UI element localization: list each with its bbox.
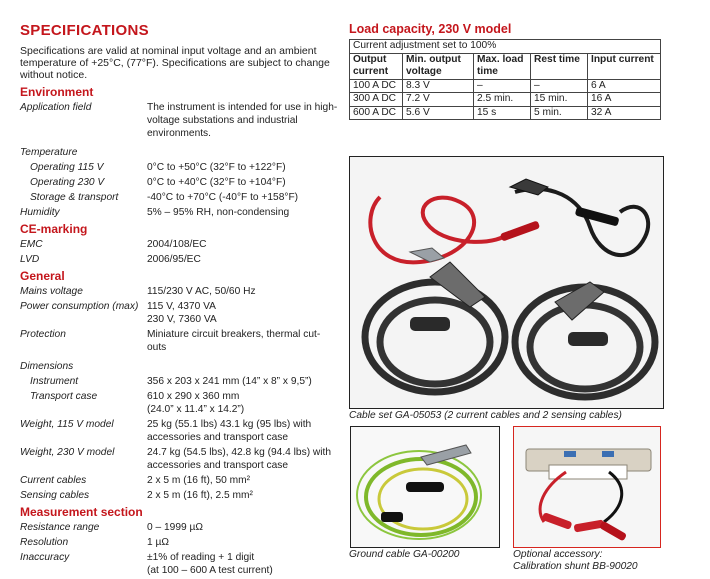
spec-row <box>20 176 338 189</box>
spec-row <box>20 375 338 388</box>
spec-value: -40°C to +70°C (-40°F to +158°F) <box>147 192 299 203</box>
spec-row <box>20 285 338 298</box>
spec-label: Power consumption (max) <box>20 301 139 312</box>
load-capacity-column <box>349 22 662 572</box>
spec-label: Operating 230 V <box>30 177 105 188</box>
ground-cable-caption: Ground cable GA-00200 <box>349 549 460 560</box>
table-cell: 15 s <box>474 106 531 120</box>
table-cell: – <box>531 79 588 93</box>
table-cell: 15 min. <box>531 93 588 107</box>
spec-label: Operating 115 V <box>30 162 104 173</box>
section-measurement: Measurement section <box>20 505 143 519</box>
spec-value: 610 x 290 x 360 mm (24.0” x 11.4” x 14.2”) <box>147 391 245 415</box>
spec-value: 2 x 5 m (16 ft), 2.5 mm² <box>147 490 253 501</box>
spec-row <box>20 206 338 219</box>
cable-set-caption: Cable set GA-05053 (2 current cables and 2 sensing cables) <box>349 410 622 421</box>
spec-label: Protection <box>20 329 66 340</box>
spec-row <box>20 474 338 487</box>
spec-label: Resolution <box>20 537 69 548</box>
table-note: Current adjustment set to 100% <box>350 40 661 54</box>
spec-label: Instrument <box>30 376 79 387</box>
spec-group-label: Dimensions <box>20 361 74 372</box>
spec-label: Current cables <box>20 475 87 486</box>
table-cell: – <box>474 79 531 93</box>
clamp-icon <box>410 248 444 262</box>
column-header: Output current <box>350 53 403 79</box>
spec-value: 115/230 V AC, 50/60 Hz <box>147 286 256 297</box>
load-capacity-title: Load capacity, 230 V model <box>349 22 512 36</box>
spec-value: 2006/95/EC <box>147 254 201 265</box>
table-cell: 5.6 V <box>403 106 474 120</box>
spec-value: 0°C to +50°C (32°F to +122°F) <box>147 162 286 173</box>
spec-value: Miniature circuit breakers, thermal cut-outs <box>147 329 321 353</box>
section-general: General <box>20 269 65 283</box>
spec-label: Storage & transport <box>30 192 119 203</box>
table-cell: 16 A <box>588 93 661 107</box>
table-cell: 300 A DC <box>350 93 403 107</box>
spec-row <box>20 101 338 140</box>
table-row <box>350 93 661 107</box>
spec-value: 2004/108/EC <box>147 239 207 250</box>
table-cell: 8.3 V <box>403 79 474 93</box>
spec-value: 0 – 1999 µΩ <box>147 522 203 533</box>
spec-label: Weight, 115 V model <box>20 419 114 430</box>
spec-row <box>20 521 338 534</box>
calibration-shunt-photo <box>513 426 661 548</box>
spec-row <box>20 551 338 577</box>
spec-value: 5% – 95% RH, non-condensing <box>147 207 290 218</box>
spec-value: The instrument is intended for use in high-voltage substations and industrial environments. <box>147 102 338 139</box>
table-cell: 600 A DC <box>350 106 403 120</box>
table-row <box>350 79 661 93</box>
column-header: Min. output voltage <box>403 53 474 79</box>
spec-row <box>20 489 338 502</box>
specifications-column <box>20 22 338 579</box>
spec-label: Humidity <box>20 207 60 218</box>
spec-row <box>20 253 338 266</box>
cable-set-illustration <box>350 157 663 408</box>
spec-row <box>20 238 338 251</box>
spec-row <box>20 328 338 354</box>
table-cell: 7.2 V <box>403 93 474 107</box>
intro-text: Specifications are valid at nominal input voltage and an ambient temperature of +25°C, (77°F). Specifications are subject to change without notice. <box>20 45 330 81</box>
calibration-shunt-illustration <box>514 427 660 547</box>
section-environment: Environment <box>20 85 94 99</box>
spec-value: 0°C to +40°C (32°F to +104°F) <box>147 177 286 188</box>
table-cell: 5 min. <box>531 106 588 120</box>
calibration-shunt-caption: Optional accessory: Calibration shunt BB-90020 <box>513 549 638 572</box>
spec-row <box>20 446 338 472</box>
spec-value: 115 V, 4370 VA 230 V, 7360 VA <box>147 301 217 325</box>
load-capacity-table <box>349 39 661 120</box>
spec-label: EMC <box>20 239 43 250</box>
table-cell: 2.5 min. <box>474 93 531 107</box>
table-cell: 100 A DC <box>350 79 403 93</box>
spec-value: 2 x 5 m (16 ft), 50 mm² <box>147 475 251 486</box>
spec-row <box>20 536 338 549</box>
spec-label: Resistance range <box>20 522 100 533</box>
page-title: SPECIFICATIONS <box>20 22 149 39</box>
spec-label: Mains voltage <box>20 286 83 297</box>
spec-group-label: Temperature <box>20 147 78 158</box>
cable-set-photo <box>349 156 664 409</box>
spec-label: Weight, 230 V model <box>20 447 115 458</box>
spec-value: 1 µΩ <box>147 537 169 548</box>
column-header: Max. load time <box>474 53 531 79</box>
spec-label: Inaccuracy <box>20 552 70 563</box>
spec-label: Application field <box>20 102 92 113</box>
spec-row <box>20 161 338 174</box>
spec-row <box>20 300 338 326</box>
spec-value: ±1% of reading + 1 digit (at 100 – 600 A test current) <box>147 552 273 576</box>
spec-row <box>20 191 338 204</box>
spec-label: LVD <box>20 254 40 265</box>
table-header-row <box>350 53 661 79</box>
section-ce-marking: CE-marking <box>20 222 88 236</box>
ground-cable-photo <box>350 426 500 548</box>
column-header: Rest time <box>531 53 588 79</box>
spec-row <box>20 390 338 416</box>
spec-value: 25 kg (55.1 lbs) 43.1 kg (95 lbs) with accessories and transport case <box>147 419 312 443</box>
spec-row <box>20 418 338 444</box>
spec-label: Transport case <box>30 391 98 402</box>
column-header: Input current <box>588 53 661 79</box>
table-row <box>350 106 661 120</box>
table-note-row <box>350 40 661 54</box>
spec-value: 24.7 kg (54.5 lbs), 42.8 kg (94.4 lbs) with accessories and transport case <box>147 447 332 471</box>
table-cell: 32 A <box>588 106 661 120</box>
table-cell: 6 A <box>588 79 661 93</box>
spec-value: 356 x 203 x 241 mm (14” x 8” x 9,5”) <box>147 376 312 387</box>
ground-cable-illustration <box>351 427 499 547</box>
spec-label: Sensing cables <box>20 490 90 501</box>
